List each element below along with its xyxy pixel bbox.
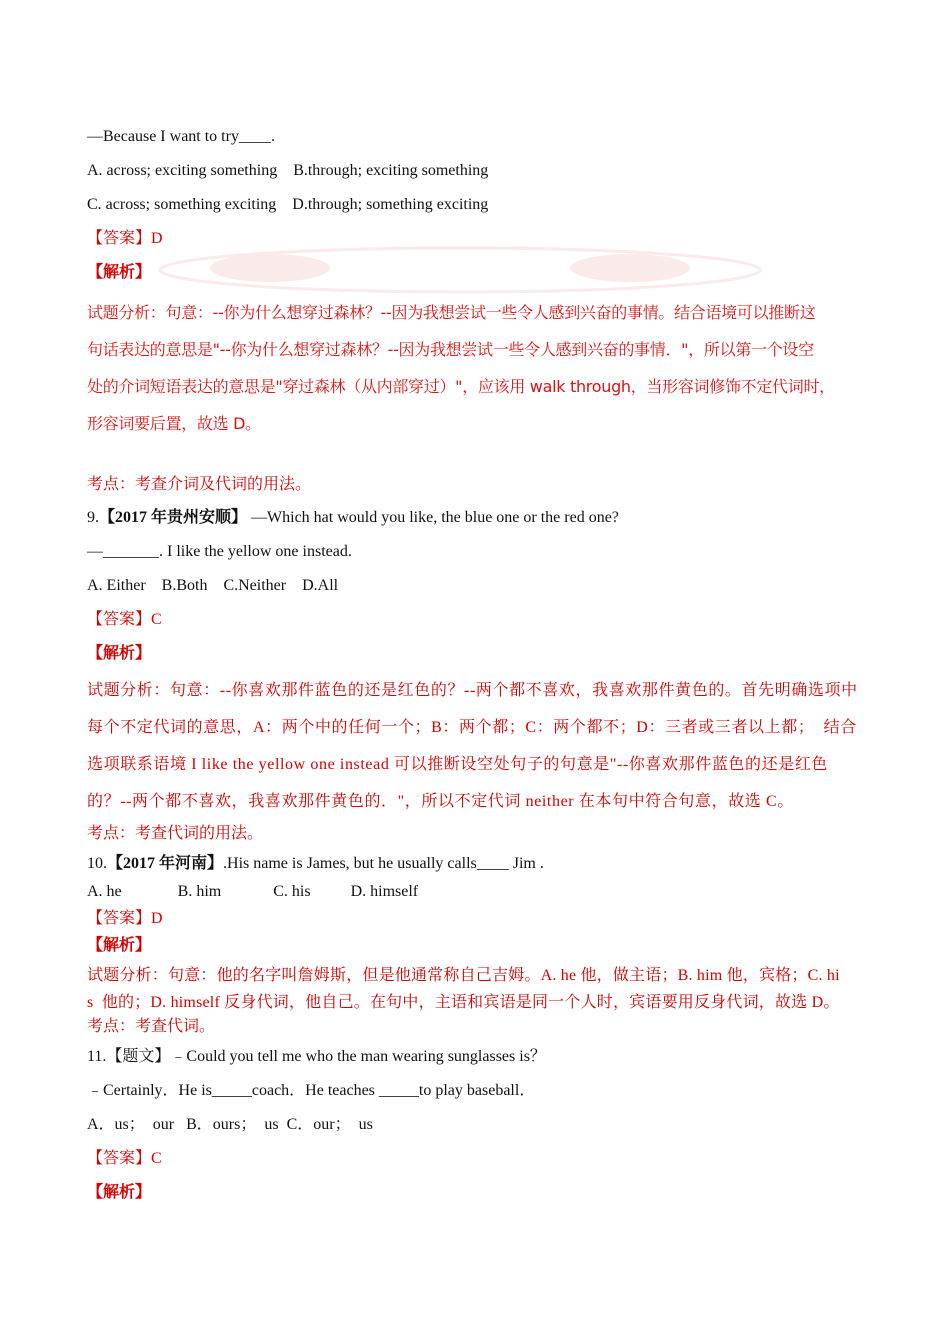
q10-options: A. he B. him C. his D. himself (87, 883, 419, 900)
q8-analysis-line: 处的介词短语表达的意思是"穿过森林（从内部穿过）"，应该用 walk through，当形容词修饰不定代词时， (87, 377, 835, 396)
q9-analysis-label: 【解析】 (87, 645, 152, 662)
q11-analysis-label: 【解析】 (87, 1184, 152, 1201)
q9-point: 考点：考查代词的用法。 (87, 825, 264, 842)
q10-analysis-line: s 他的；D. himself 反身代词，他自己。在句中，主语和宾语是同一个人时，宾语要用反身代词，故选 D。 (87, 994, 840, 1011)
q9-analysis-line: 的？--两个都不喜欢，我喜欢那件黄色的．"，所以不定代词 neither 在本句中符合句意，故选 C。 (87, 793, 794, 810)
q8-analysis-line: 句话表达的意思是"--你为什么想穿过森林？--因为我想尝试一些令人感到兴奋的事情．"，所以第一个设空 (87, 340, 814, 359)
q9-source: 【2017 年贵州安顺】 (99, 509, 248, 526)
q10-number: 10. (87, 855, 107, 872)
q11-question-text: ﹣Could you tell me who the man wearing sunglasses is？ (170, 1048, 546, 1065)
q8-answer: 【答案】D (87, 230, 163, 247)
q8-point: 考点：考查介词及代词的用法。 (87, 476, 312, 493)
q10-analysis-label: 【解析】 (87, 937, 152, 954)
q10-question (87, 853, 867, 875)
q8-analysis-label: 【解析】 (87, 264, 152, 281)
q8-reply: —Because I want to try____. (87, 128, 275, 145)
q8-options-1: A. across; exciting something B.through; exciting something (87, 162, 489, 179)
q9-question (87, 507, 867, 529)
q9-answer: 【答案】C (87, 611, 162, 628)
q11-source: 【题文】 (106, 1048, 171, 1065)
q9-analysis-line: 试题分析：句意：--你喜欢那件蓝色的还是红色的？--两个都不喜欢，我喜欢那件黄色的。首先明确选项中 (87, 682, 858, 699)
q9-options: A. Either B.Both C.Neither D.All (87, 577, 339, 594)
q9-reply: —_______. I like the yellow one instead. (87, 543, 352, 560)
q10-answer: 【答案】D (87, 910, 163, 927)
q11-reply: ﹣Certainly．He is_____coach．He teaches _____to play baseball． (87, 1082, 536, 1099)
q11-number: 11. (87, 1048, 107, 1065)
q8-analysis-line: 试题分析：句意：--你为什么想穿过森林？--因为我想尝试一些令人感到兴奋的事情。结合语境可以推断这 (87, 303, 816, 322)
q8-options-2: C. across; something exciting D.through; something exciting (87, 196, 489, 213)
q11-question (87, 1046, 867, 1068)
q10-source: 【2017 年河南】 (107, 855, 224, 872)
q9-question-text: —Which hat would you like, the blue one or the red one? (247, 509, 619, 526)
q9-analysis-line: 每个不定代词的意思，A：两个中的任何一个；B：两个都；C：两个都不；D：三者或三者以上都； 结合 (87, 719, 857, 736)
q11-answer: 【答案】C (87, 1150, 162, 1167)
q10-point: 考点：考查代词。 (87, 1018, 216, 1035)
q8-analysis-line: 形容词要后置，故选 D。 (87, 414, 261, 433)
q11-options: A．us； our B．ours； us C．our； us (87, 1116, 373, 1133)
q9-analysis-line: 选项联系语境 I like the yellow one instead 可以推断设空处句子的句意是"--你喜欢那件蓝色的还是红色 (87, 756, 829, 773)
q9-number: 9. (87, 509, 99, 526)
q10-question-text: .His name is James, but he usually calls____ Jim . (223, 855, 544, 872)
q10-analysis-line: 试题分析：句意：他的名字叫詹姆斯，但是他通常称自己吉姆。A. he 他，做主语；B. him 他，宾格；C. hi (87, 967, 840, 984)
